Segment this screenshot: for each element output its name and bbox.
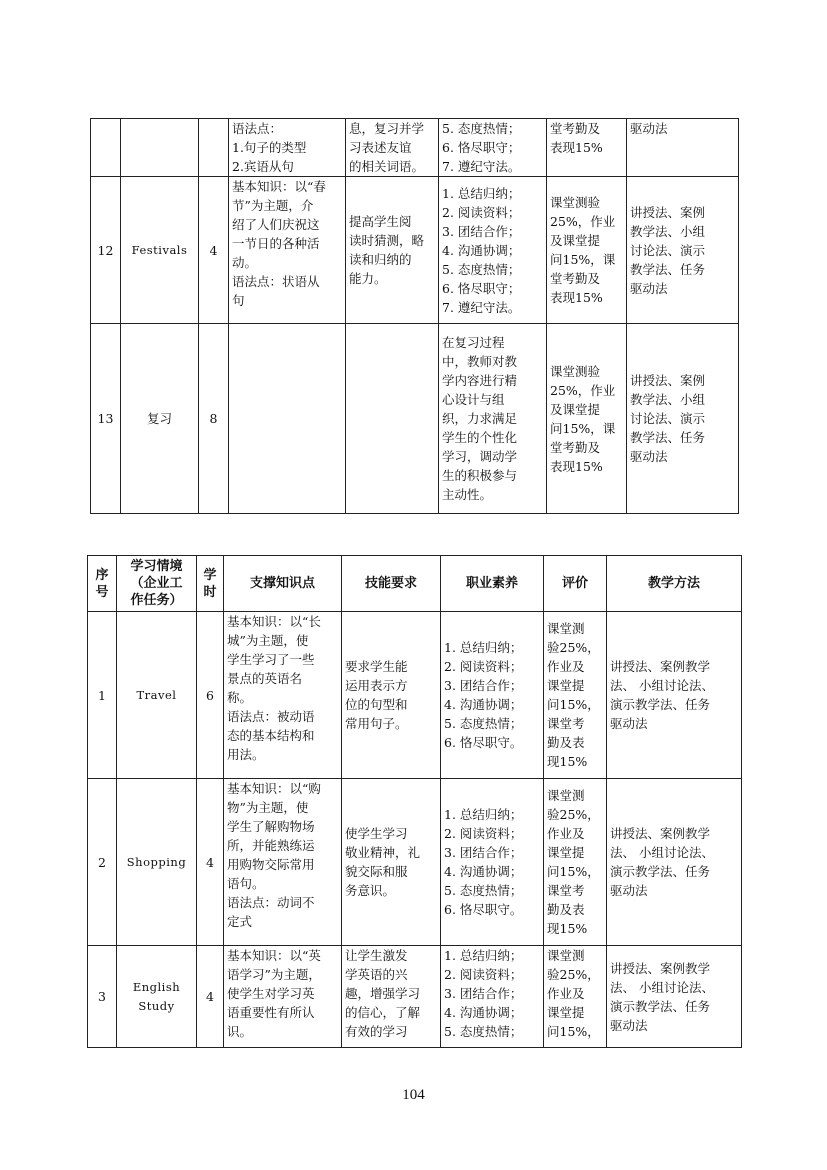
row-literacy: 5. 态度热情； 6. 恪尽职守； 7. 遵纪守法。 xyxy=(439,119,547,177)
header-number: 序 号 xyxy=(88,556,117,612)
row-evaluation: 课堂测验 25%，作业 及课堂提 问15%，课 堂考勤及 表现15% xyxy=(547,177,627,324)
row-literacy: 1. 总结归纳； 2. 阅读资料； 3. 团结合作； 4. 沟通协调； 5. 态度热情； 6. 恪尽职守； 7. 遵纪守法。 xyxy=(439,177,547,324)
row-skills: 让学生激发 学英语的兴 趣，增强学习 的信心，了解 有效的学习 xyxy=(342,946,441,1048)
row-hours: 8 xyxy=(199,324,229,514)
row-hours: 4 xyxy=(199,177,229,324)
row-number: 2 xyxy=(88,779,117,946)
row-skills: 提高学生阅 读时猜测，略 读和归纳的 能力。 xyxy=(346,177,439,324)
row-knowledge: 基本知识：以“购 物”为主题，使 学生了解购物场 所，并能熟练运 用购物交际常用 语句。 语法点：动词不 定式 xyxy=(224,779,342,946)
row-knowledge xyxy=(229,324,346,514)
row-literacy: 1. 总结归纳； 2. 阅读资料； 3. 团结合作； 4. 沟通协调； 5. 态度热情； xyxy=(441,946,544,1048)
table-header-row xyxy=(88,556,742,612)
page-number: 104 xyxy=(402,1087,425,1103)
row-number: 3 xyxy=(88,946,117,1048)
course-table-continued xyxy=(90,118,739,514)
table-row xyxy=(91,177,739,324)
row-hours: 4 xyxy=(197,779,224,946)
row-literacy: 1. 总结归纳； 2. 阅读资料； 3. 团结合作； 4. 沟通协调； 5. 态度热情； 6. 恪尽职守。 xyxy=(441,779,544,946)
row-methods: 讲授法、案例教学 法、 小组讨论法、 演示教学法、任务 驱动法 xyxy=(607,779,742,946)
row-scenario: Travel xyxy=(117,612,197,779)
row-scenario: English Study xyxy=(117,946,197,1048)
row-methods: 讲授法、案例教学 法、 小组讨论法、 演示教学法、任务 驱动法 xyxy=(607,946,742,1048)
row-methods: 驱动法 xyxy=(627,119,739,177)
row-topic: 复习 xyxy=(121,324,199,514)
row-literacy: 1. 总结归纳； 2. 阅读资料； 3. 团结合作； 4. 沟通协调； 5. 态度热情； 6. 恪尽职守。 xyxy=(441,612,544,779)
row-number xyxy=(91,119,121,177)
row-topic: Festivals xyxy=(121,177,199,324)
row-knowledge: 基本知识：以“英 语学习”为主题， 使学生对学习英 语重要性有所认 识。 xyxy=(224,946,342,1048)
header-methods: 教学方法 xyxy=(607,556,742,612)
row-skills: 要求学生能 运用表示方 位的句型和 常用句子。 xyxy=(342,612,441,779)
row-number: 1 xyxy=(88,612,117,779)
row-skills: 息，复习并学 习表述友谊 的相关词语。 xyxy=(346,119,439,177)
table-row xyxy=(88,946,742,1048)
row-number: 13 xyxy=(91,324,121,514)
table-row xyxy=(88,779,742,946)
header-evaluation: 评价 xyxy=(544,556,607,612)
row-evaluation: 课堂测 验25%， 作业及 课堂提 问15%， 课堂考 勤及表 现15% xyxy=(544,779,607,946)
row-skills xyxy=(346,324,439,514)
table-row xyxy=(91,324,739,514)
row-literacy: 在复习过程 中，教师对教 学内容进行精 心设计与组 织，力求满足 学生的个性化 学习，调动学 生的积极参与 主动性。 xyxy=(439,324,547,514)
header-scenario: 学习情境 （企业工 作任务） xyxy=(117,556,197,612)
row-evaluation: 课堂测验 25%，作业 及课堂提 问15%，课 堂考勤及 表现15% xyxy=(547,324,627,514)
header-skills: 技能要求 xyxy=(342,556,441,612)
header-knowledge: 支撑知识点 xyxy=(224,556,342,612)
row-methods: 讲授法、案例 教学法、小组 讨论法、演示 教学法、任务 驱动法 xyxy=(627,324,739,514)
row-evaluation: 课堂测 验25%， 作业及 课堂提 问15%， 课堂考 勤及表 现15% xyxy=(544,612,607,779)
row-scenario: Shopping xyxy=(117,779,197,946)
row-evaluation: 课堂测 验25%， 作业及 课堂提 问15%， xyxy=(544,946,607,1048)
row-topic xyxy=(121,119,199,177)
table-row xyxy=(91,119,739,177)
row-hours: 6 xyxy=(197,612,224,779)
course-table xyxy=(87,555,742,1048)
row-number: 12 xyxy=(91,177,121,324)
row-knowledge: 语法点： 1.句子的类型 2.宾语从句 xyxy=(229,119,346,177)
row-hours: 4 xyxy=(197,946,224,1048)
table-row xyxy=(88,612,742,779)
row-knowledge: 基本知识：以“春 节”为主题，介 绍了人们庆祝这 一节日的各种活 动。 语法点：状语从 句 xyxy=(229,177,346,324)
row-hours xyxy=(199,119,229,177)
header-literacy: 职业素养 xyxy=(441,556,544,612)
row-methods: 讲授法、案例 教学法、小组 讨论法、演示 教学法、任务 驱动法 xyxy=(627,177,739,324)
row-skills: 使学生学习 敬业精神，礼 貌交际和服 务意识。 xyxy=(342,779,441,946)
header-hours: 学 时 xyxy=(197,556,224,612)
row-evaluation: 堂考勤及 表现15% xyxy=(547,119,627,177)
row-methods: 讲授法、案例教学 法、 小组讨论法、 演示教学法、任务 驱动法 xyxy=(607,612,742,779)
row-knowledge: 基本知识：以“长 城”为主题，使 学生学习了一些 景点的英语名 称。 语法点：被动语 态的基本结构和 用法。 xyxy=(224,612,342,779)
